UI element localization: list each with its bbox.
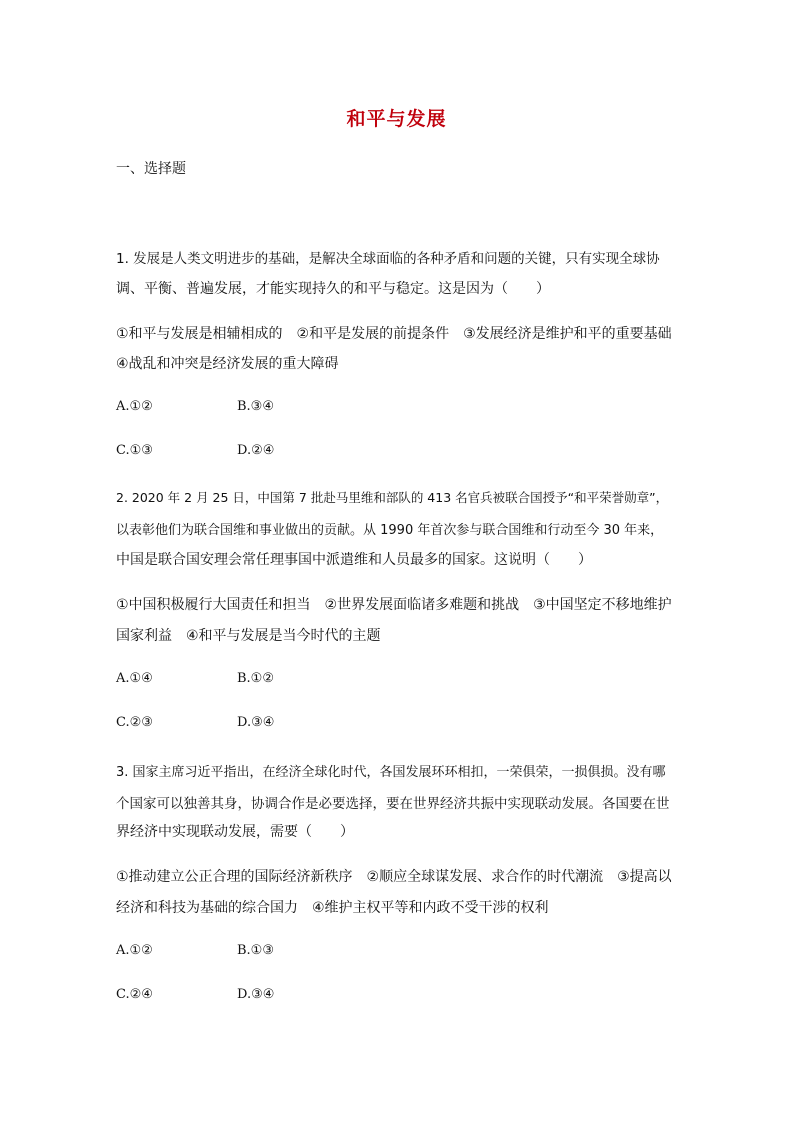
document-title: 和平与发展 [346,108,447,130]
q3-stem-line1: 3. 国家主席习近平指出，在经济全球化时代，各国发展环环相扣，一荣俱荣，一损俱损。没有哪 [116,765,666,780]
q3-stem-line2: 个国家可以独善其身，协调合作是必要选择，要在世界经济共振中实现联动发展。各国要在世 [116,796,670,812]
q1-stem-line1: 1. 发展是人类文明进步的基础，是解决全球面临的各种矛盾和问题的关键，只有实现全球协 [116,251,660,267]
q2-stem-line2: 以表彰他们为联合国维和事业做出的贡献。从 1990 年首次参与联合国维和行动至今 30 年来， [116,523,664,538]
q1-stem-line2: 调、平衡、普遍发展，才能实现持久的和平与稳定。这是因为（ ） [116,281,550,297]
q2-statements-line1: ①中国积极履行大国责任和担当 ②世界发展面临诸多难题和挑战 ③中国坚定不移地维护 [116,597,672,613]
q3-option-b: B.①③ [237,943,274,958]
q2-stem-line1: 2. 2020 年 2 月 25 日，中国第 7 批赴马里维和部队的 413 名官兵被联合国授予“和平荣誉勋章”， [116,490,669,505]
section-heading: 一、选择题 [116,161,186,177]
q1-option-d: D.②④ [237,443,275,458]
q2-option-d: D.③④ [237,715,275,730]
q2-statements-line2: 国家利益 ④和平与发展是当今时代的主题 [116,628,381,644]
q1-statements-line2: ④战乱和冲突是经济发展的重大障碍 [116,356,339,372]
q3-option-c: C.②④ [116,987,153,1002]
q3-statements-line1: ①推动建立公正合理的国际经济新秩序 ②顺应全球谋发展、求合作的时代潮流 ③提高以 [116,869,672,885]
q3-statements-line2: 经济和科技为基础的综合国力 ④维护主权平等和内政不受干涉的权利 [116,900,549,916]
q1-option-b: B.③④ [237,399,274,414]
q1-option-a: A.①② [116,399,153,414]
q3-option-a: A.①② [116,943,153,958]
q2-option-a: A.①④ [116,671,153,686]
q2-option-c: C.②③ [116,715,153,730]
q1-option-c: C.①③ [116,443,153,458]
q2-stem-line3: 中国是联合国安理会常任理事国中派遣维和人员最多的国家。这说明（ ） [116,552,592,568]
q3-option-d: D.③④ [237,987,275,1002]
q2-option-b: B.①② [237,671,274,686]
q3-stem-line3: 界经济中实现联动发展，需要（ ） [116,824,354,840]
q1-statements-line1: ①和平与发展是相辅相成的 ②和平是发展的前提条件 ③发展经济是维护和平的重要基础 [116,326,672,342]
